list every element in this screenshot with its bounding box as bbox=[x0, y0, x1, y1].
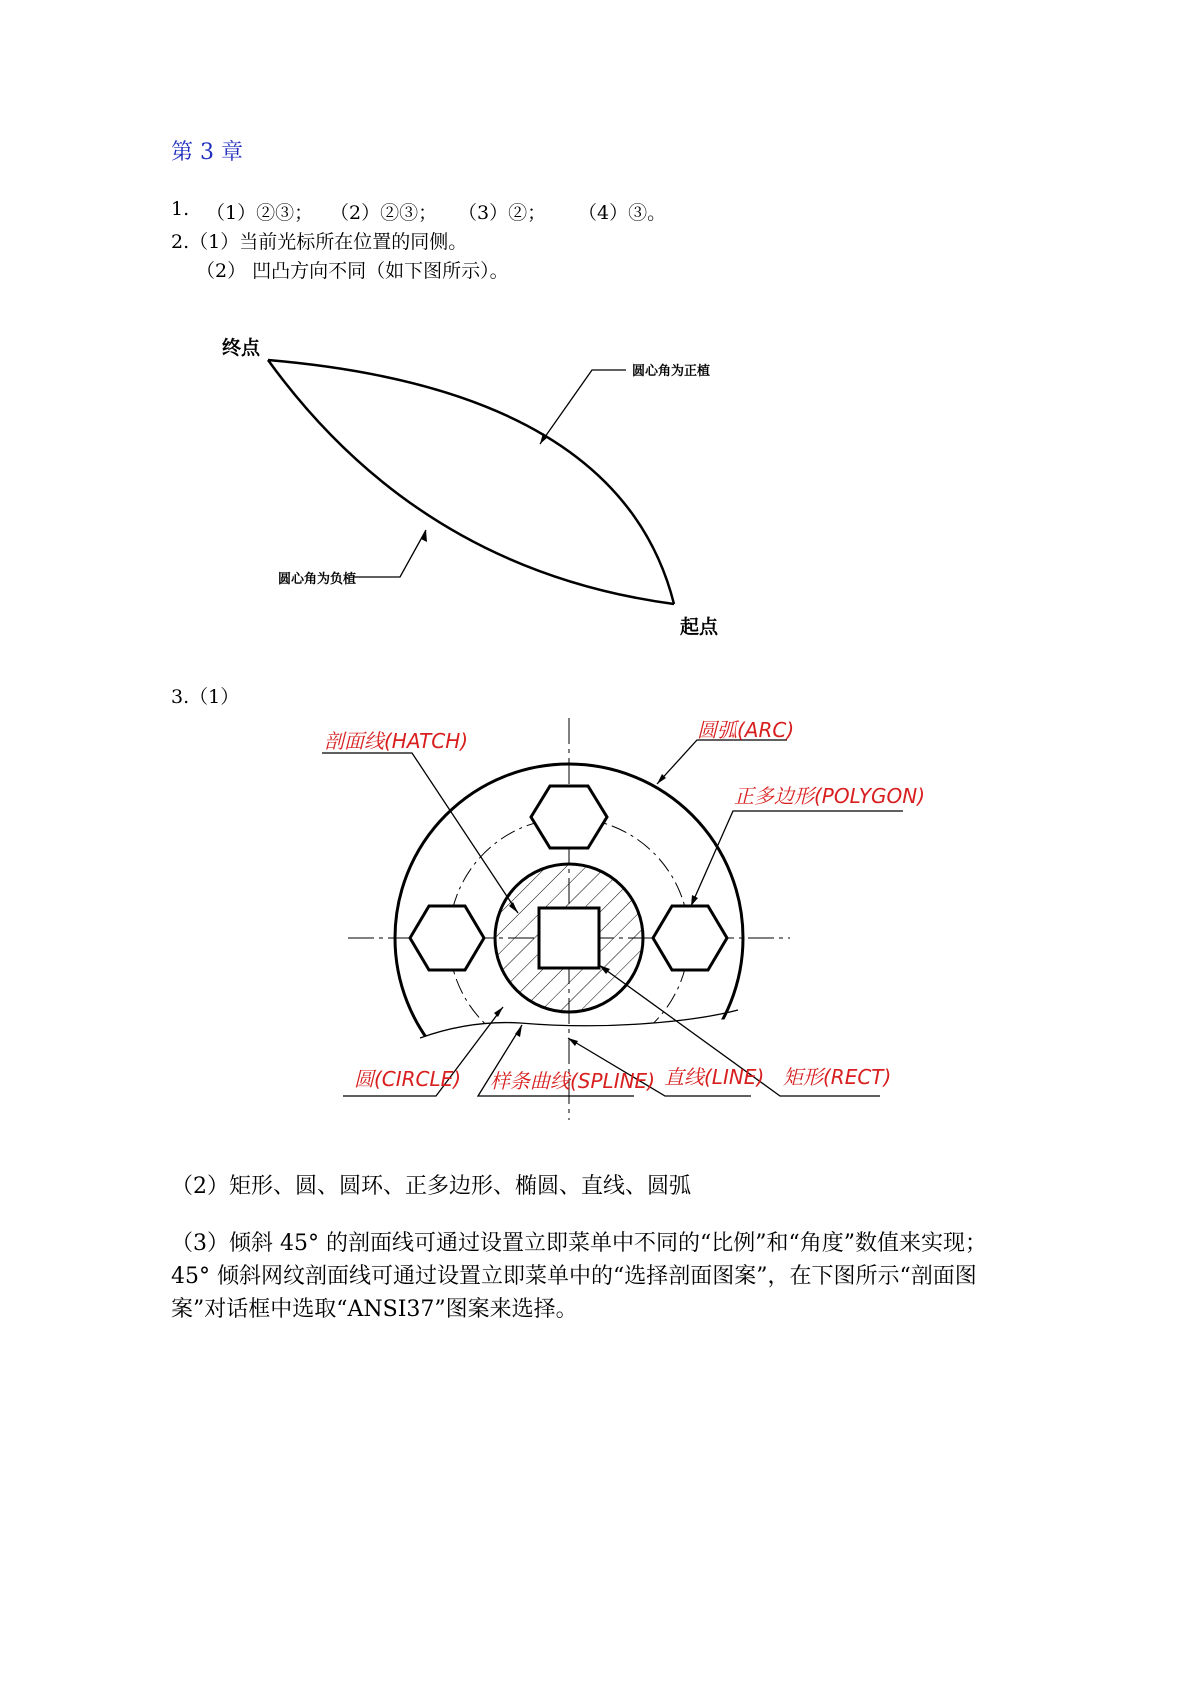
right-hexagon bbox=[653, 906, 727, 970]
positive-angle-label: 圆心角为正植 bbox=[632, 364, 711, 379]
q1-number: 1. bbox=[171, 198, 190, 220]
q3-part-3: （3）倾斜 45° 的剖面线可通过设置立即菜单中不同的“比例”和“角度”数值来实现；45° 倾斜网纹剖面线可通过设置立即菜单中的“选择剖面图案”，在下图所示“剖面图案”对话框中选取“ANSI37”图案来选择。 bbox=[171, 1231, 987, 1322]
arc-direction-figure bbox=[0, 0, 1191, 700]
positive-angle-arc bbox=[268, 360, 674, 604]
start-point-label: 起点 bbox=[680, 616, 719, 638]
drawing-commands-figure bbox=[0, 700, 1191, 1120]
polygon-arrow bbox=[691, 895, 698, 906]
center-square bbox=[539, 908, 599, 968]
end-point-label: 终点 bbox=[222, 337, 261, 359]
circle-label: 圆(CIRCLE) bbox=[354, 1067, 462, 1091]
q1-answer-1: （1）②③； bbox=[206, 202, 314, 224]
negative-angle-label: 圆心角为负植 bbox=[278, 572, 357, 587]
polygon-label: 正多边形(POLYGON) bbox=[734, 784, 926, 808]
arc-leader bbox=[657, 740, 787, 784]
line-label: 直线(LINE) bbox=[664, 1065, 765, 1089]
q1-answer-4: （4）③。 bbox=[578, 202, 667, 224]
top-hexagon bbox=[531, 786, 607, 848]
q1-answer-2: （2）②③； bbox=[330, 202, 438, 224]
arc-label: 圆弧(ARC) bbox=[697, 718, 795, 742]
negative-leader-line bbox=[353, 530, 426, 577]
negative-leader-arrow bbox=[421, 530, 427, 542]
hatch-label: 剖面线(HATCH) bbox=[324, 729, 469, 753]
negative-angle-arc bbox=[268, 360, 674, 604]
spline-label: 样条曲线(SPLINE) bbox=[490, 1069, 655, 1093]
q3-intro: 3.（1） bbox=[171, 686, 240, 708]
hatch-leader bbox=[322, 753, 518, 913]
chapter-title: 第 3 章 bbox=[171, 140, 243, 165]
q2-line-1: 2.（1）当前光标所在位置的同侧。 bbox=[171, 231, 468, 253]
rect-label: 矩形(RECT) bbox=[783, 1065, 892, 1089]
positive-leader-line bbox=[540, 370, 626, 444]
circle-arrow bbox=[494, 1007, 503, 1017]
spline-curve bbox=[420, 1010, 738, 1038]
left-hexagon bbox=[410, 906, 484, 970]
q2-line-2: （2） 凹凸方向不同（如下图所示）。 bbox=[196, 260, 509, 282]
q1-answer-3: （3）②； bbox=[458, 202, 547, 224]
q3-part-2: （2）矩形、圆、圆环、正多边形、椭圆、直线、圆弧 bbox=[171, 1174, 691, 1199]
